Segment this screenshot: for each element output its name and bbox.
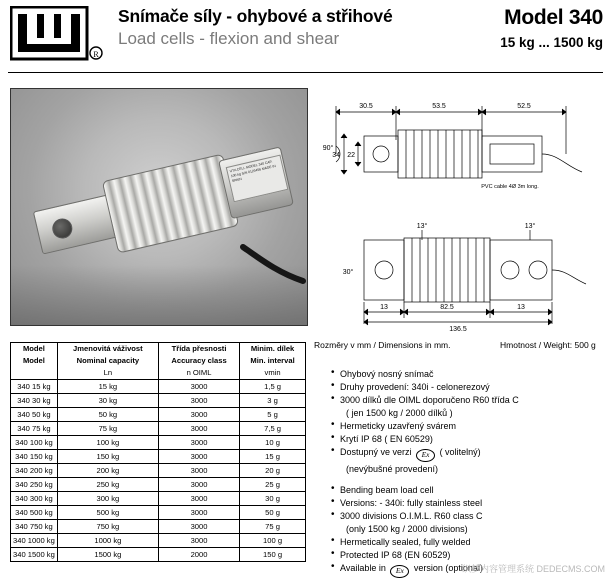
cell-capacity: 75 kg — [57, 422, 158, 436]
cell-vmin: 75 g — [240, 520, 306, 534]
cell-class: 2000 — [158, 548, 239, 562]
weight-note: Hmotnost / Weight: 500 g — [500, 340, 596, 350]
cell-class: 3000 — [158, 422, 239, 436]
svg-text:13°: 13° — [416, 223, 428, 230]
svg-text:90°: 90° — [322, 145, 334, 152]
cell-class: 3000 — [158, 436, 239, 450]
mounting-hole — [50, 217, 74, 241]
cell-class: 3000 — [158, 520, 239, 534]
th-class-en: Accuracy class — [158, 355, 239, 367]
cell-capacity: 750 kg — [57, 520, 158, 534]
svg-text:13: 13 — [380, 304, 388, 311]
svg-text:R: R — [93, 50, 99, 59]
list-item: • Hermetically sealed, fully welded — [330, 536, 602, 549]
model-name: Model 340 — [504, 6, 603, 29]
cell-model: 340 1500 kg — [11, 548, 58, 562]
list-item: • Versions: - 340i: fully stainless steel — [330, 497, 602, 510]
specification-table-body — [11, 380, 306, 562]
ex-note-optional: ( volitelný) — [439, 447, 481, 458]
table-row — [11, 436, 306, 450]
utilcell-logo-icon — [10, 6, 106, 66]
cell-vmin: 100 g — [240, 534, 306, 548]
cell-class: 3000 — [158, 394, 239, 408]
cell-model: 340 200 kg — [11, 464, 58, 478]
cell-vmin: 25 g — [240, 478, 306, 492]
ex-note-optional-en: version (optional) — [413, 563, 483, 574]
model-range: 15 kg ... 1500 kg — [500, 35, 603, 50]
table-row — [11, 394, 306, 408]
page-title-en: Load cells - flexion and shear — [118, 29, 340, 49]
cell-vmin: 15 g — [240, 450, 306, 464]
list-item: • Protected IP 68 (EN 60529) — [330, 549, 602, 562]
list-item: • Hermeticky uzavřený svárem — [330, 420, 602, 433]
model-block — [433, 6, 603, 50]
cell-capacity: 500 kg — [57, 506, 158, 520]
list-item-sub: ( jen 1500 kg / 2000 dílků ) — [346, 408, 453, 419]
cell-capacity: 15 kg — [57, 380, 158, 394]
cell-model: 340 100 kg — [11, 436, 58, 450]
svg-text:53.5: 53.5 — [432, 103, 446, 110]
list-item: • Krytí IP 68 ( EN 60529) — [330, 433, 602, 446]
table-row — [11, 464, 306, 478]
cell-vmin: 50 g — [240, 506, 306, 520]
table-row — [11, 548, 306, 562]
th-capacity-cz: Jmenovitá váživost — [57, 343, 158, 356]
list-item: • 3000 dílků dle OIML doporučeno R60 třída C — [330, 394, 602, 407]
cell-vmin: 1,5 g — [240, 380, 306, 394]
product-photo — [10, 88, 308, 326]
th-capacity-en: Nominal capacity — [57, 355, 158, 367]
svg-text:13°: 13° — [524, 223, 536, 230]
cell-model: 340 300 kg — [11, 492, 58, 506]
cell-vmin: 5 g — [240, 408, 306, 422]
cell-class: 3000 — [158, 408, 239, 422]
svg-text:82.5: 82.5 — [440, 304, 454, 311]
table-row — [11, 408, 306, 422]
cell-capacity: 100 kg — [57, 436, 158, 450]
cell-vmin: 20 g — [240, 464, 306, 478]
svg-text:22: 22 — [347, 152, 355, 159]
table-row — [11, 380, 306, 394]
cell-model: 340 75 kg — [11, 422, 58, 436]
table-row — [11, 520, 306, 534]
cell-model: 340 750 kg — [11, 520, 58, 534]
cell-capacity: 1500 kg — [57, 548, 158, 562]
list-item-label: Available in — [340, 563, 386, 574]
list-item: • Druhy provedení: 340i - celonerezový — [330, 381, 602, 394]
product-label: UTILCELL MODEL 340 CAP. 100 kg S/N 0123456 MADE IN SPAIN — [226, 155, 289, 203]
th-vmin-en: Min. interval — [240, 355, 306, 367]
svg-text:13: 13 — [517, 304, 525, 311]
th-class-cz: Třída přesnosti — [158, 343, 239, 356]
watermark: 织梦内容管理系统 DEDECMS.COM — [461, 564, 605, 574]
th-class-sym: n OIML — [158, 367, 239, 380]
th-model-sym — [11, 367, 58, 380]
cell-class: 3000 — [158, 492, 239, 506]
feature-list-cz — [330, 368, 602, 475]
cell-capacity: 30 kg — [57, 394, 158, 408]
cell-model: 340 50 kg — [11, 408, 58, 422]
th-model-cz: Model — [11, 343, 58, 356]
table-row — [11, 492, 306, 506]
svg-text:52.5: 52.5 — [517, 103, 531, 110]
table-row — [11, 422, 306, 436]
list-item: • 3000 divisions O.I.M.L. R60 class C — [330, 510, 602, 523]
cell-capacity: 200 kg — [57, 464, 158, 478]
svg-text:PVC cable 4Ø 3m long.: PVC cable 4Ø 3m long. — [481, 184, 539, 190]
svg-text:136.5: 136.5 — [449, 326, 467, 333]
cell-capacity: 50 kg — [57, 408, 158, 422]
cell-capacity: 300 kg — [57, 492, 158, 506]
table-row — [11, 506, 306, 520]
cell-capacity: 250 kg — [57, 478, 158, 492]
list-item: • Ohybový nosný snímač — [330, 368, 602, 381]
list-item-label: Dostupný ve verzi — [340, 447, 412, 458]
dimensions-note: Rozměry v mm / Dimensions in mm. — [314, 340, 451, 350]
list-item-sub: (only 1500 kg / 2000 divisions) — [346, 524, 468, 535]
title-block — [118, 6, 448, 49]
cell-vmin: 150 g — [240, 548, 306, 562]
cell-vmin: 10 g — [240, 436, 306, 450]
cell-class: 3000 — [158, 478, 239, 492]
bellows-section — [102, 154, 239, 254]
cell-model: 340 250 kg — [11, 478, 58, 492]
table-row — [11, 534, 306, 548]
cell-capacity: 150 kg — [57, 450, 158, 464]
page-header — [0, 0, 611, 74]
cell-vmin: 7,5 g — [240, 422, 306, 436]
technical-drawings — [314, 88, 603, 333]
specification-table — [10, 342, 306, 562]
cell-class: 3000 — [158, 380, 239, 394]
cell-class: 3000 — [158, 506, 239, 520]
table-row — [11, 450, 306, 464]
cell-capacity: 1000 kg — [57, 534, 158, 548]
svg-text:30.5: 30.5 — [359, 103, 373, 110]
svg-text:34: 34 — [332, 152, 340, 159]
ex-note-explosion: (nevýbušné provedení) — [346, 463, 439, 474]
cell-class: 3000 — [158, 464, 239, 478]
th-model-en: Model — [11, 355, 58, 367]
cell-model: 340 150 kg — [11, 450, 58, 464]
list-item: • Bending beam load cell — [330, 484, 602, 497]
cell-model: 340 1000 kg — [11, 534, 58, 548]
header-divider — [8, 72, 603, 73]
ex-symbol-icon: Ex — [416, 449, 435, 462]
cell-vmin: 30 g — [240, 492, 306, 506]
table-row — [11, 478, 306, 492]
page-title-cz: Snímače síly - ohybové a střihové — [118, 6, 393, 26]
svg-text:30°: 30° — [342, 269, 354, 276]
cell-model: 340 30 kg — [11, 394, 58, 408]
ex-symbol-icon: Ex — [390, 565, 409, 578]
cell-vmin: 3 g — [240, 394, 306, 408]
th-vmin-sym: vmin — [240, 367, 306, 380]
cell-class: 3000 — [158, 534, 239, 548]
cell-model: 340 15 kg — [11, 380, 58, 394]
th-vmin-cz: Minim. dílek — [240, 343, 306, 356]
list-item-ex — [330, 446, 602, 462]
cell-model: 340 500 kg — [11, 506, 58, 520]
feature-lists — [330, 368, 602, 579]
th-capacity-sym: Ln — [57, 367, 158, 380]
cell-class: 3000 — [158, 450, 239, 464]
